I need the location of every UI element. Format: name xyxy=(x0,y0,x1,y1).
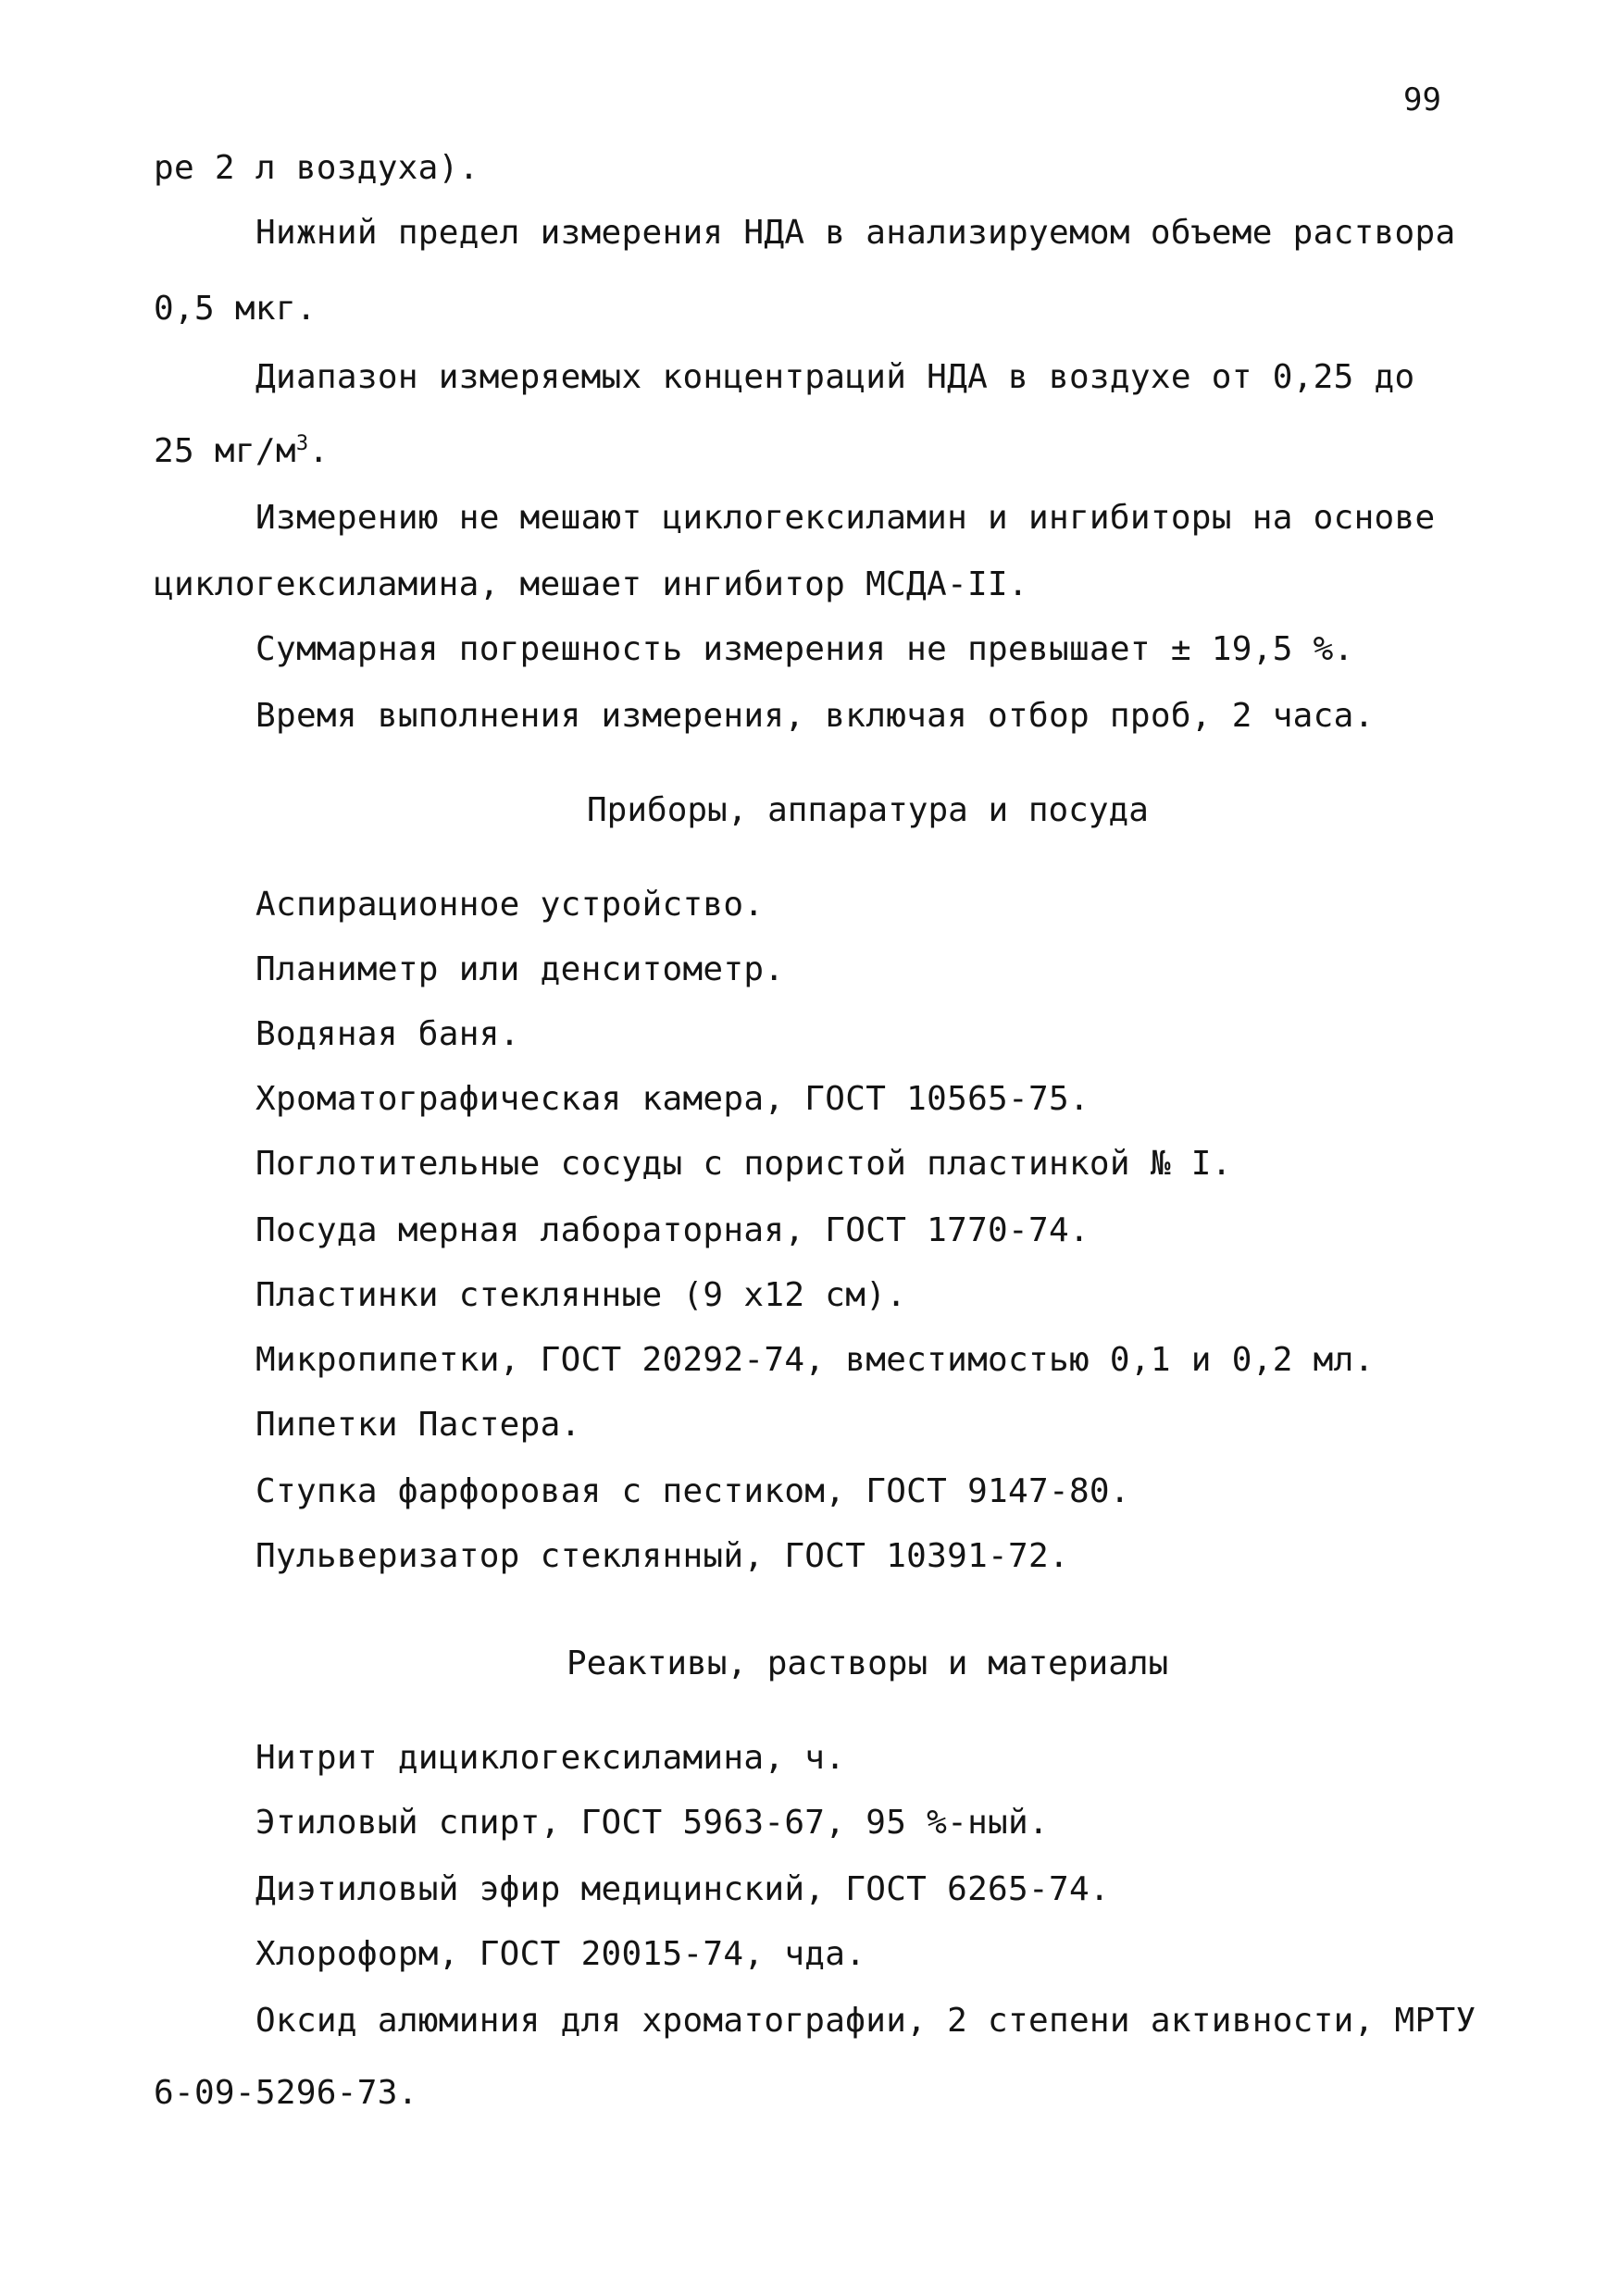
line-end: . xyxy=(308,432,330,470)
unit-superscript: 3 xyxy=(295,432,309,455)
instrument-item: Хроматографическая камера, ГОСТ 10565-75. xyxy=(255,1080,1090,1118)
instrument-item: Ступка фарфоровая с пестиком, ГОСТ 9147-80. xyxy=(255,1472,1130,1510)
intro-line-2: Нижний предел измерения НДА в анализируемом объеме раствора xyxy=(255,214,1456,252)
instrument-item: Посуда мерная лабораторная, ГОСТ 1770-74. xyxy=(255,1211,1090,1249)
intro-line-9: Время выполнения измерения, включая отбор проб, 2 часа. xyxy=(255,697,1375,735)
instrument-item: Пипетки Пастера. xyxy=(255,1406,581,1444)
concentration-unit: 25 мг/м xyxy=(154,432,296,470)
intro-line-8: Суммарная погрешность измерения не превышает ± 19,5 %. xyxy=(255,630,1354,668)
intro-line-7: циклогексиламина, мешает ингибитор МСДА-II. xyxy=(154,565,1028,603)
instrument-item: Водяная баня. xyxy=(255,1015,520,1053)
reagent-item: Диэтиловый эфир медицинский, ГОСТ 6265-74. xyxy=(255,1870,1110,1908)
reagent-item: Нитрит дициклогексиламина, ч. xyxy=(255,1739,846,1777)
intro-line-6: Измерению не мешают циклогексиламин и ингибиторы на основе xyxy=(255,499,1436,537)
section-title-instruments: Приборы, аппаратура и посуда xyxy=(587,791,1149,829)
intro-line-1: ре 2 л воздуха). xyxy=(154,149,479,187)
page-number: 99 xyxy=(1403,81,1441,118)
instrument-item: Планиметр или денситометр. xyxy=(255,950,785,988)
reagent-item-last-line-1: Оксид алюминия для хроматографии, 2 степени активности, МРТУ xyxy=(255,2002,1476,2040)
reagent-item: Этиловый спирт, ГОСТ 5963-67, 95 %-ный. xyxy=(255,1804,1049,1842)
intro-line-4: Диапазон измеряемых концентраций НДА в воздухе от 0,25 до xyxy=(255,358,1415,396)
section-title-reagents: Реактивы, растворы и материалы xyxy=(567,1644,1169,1682)
instrument-item: Пульверизатор стеклянный, ГОСТ 10391-72. xyxy=(255,1537,1069,1575)
instrument-item: Аспирационное устройство. xyxy=(255,886,765,924)
reagent-item-last-line-2: 6-09-5296-73. xyxy=(154,2074,418,2112)
instrument-item: Поглотительные сосуды с пористой пластинкой № I. xyxy=(255,1145,1232,1183)
instrument-item: Микропипетки, ГОСТ 20292-74, вместимостью 0,1 и 0,2 мл. xyxy=(255,1341,1375,1379)
instrument-item: Пластинки стеклянные (9 х12 см). xyxy=(255,1276,907,1314)
intro-line-5 xyxy=(154,429,329,474)
reagent-item: Хлороформ, ГОСТ 20015-74, чда. xyxy=(255,1935,866,1973)
intro-line-3: 0,5 мкг. xyxy=(154,290,317,328)
